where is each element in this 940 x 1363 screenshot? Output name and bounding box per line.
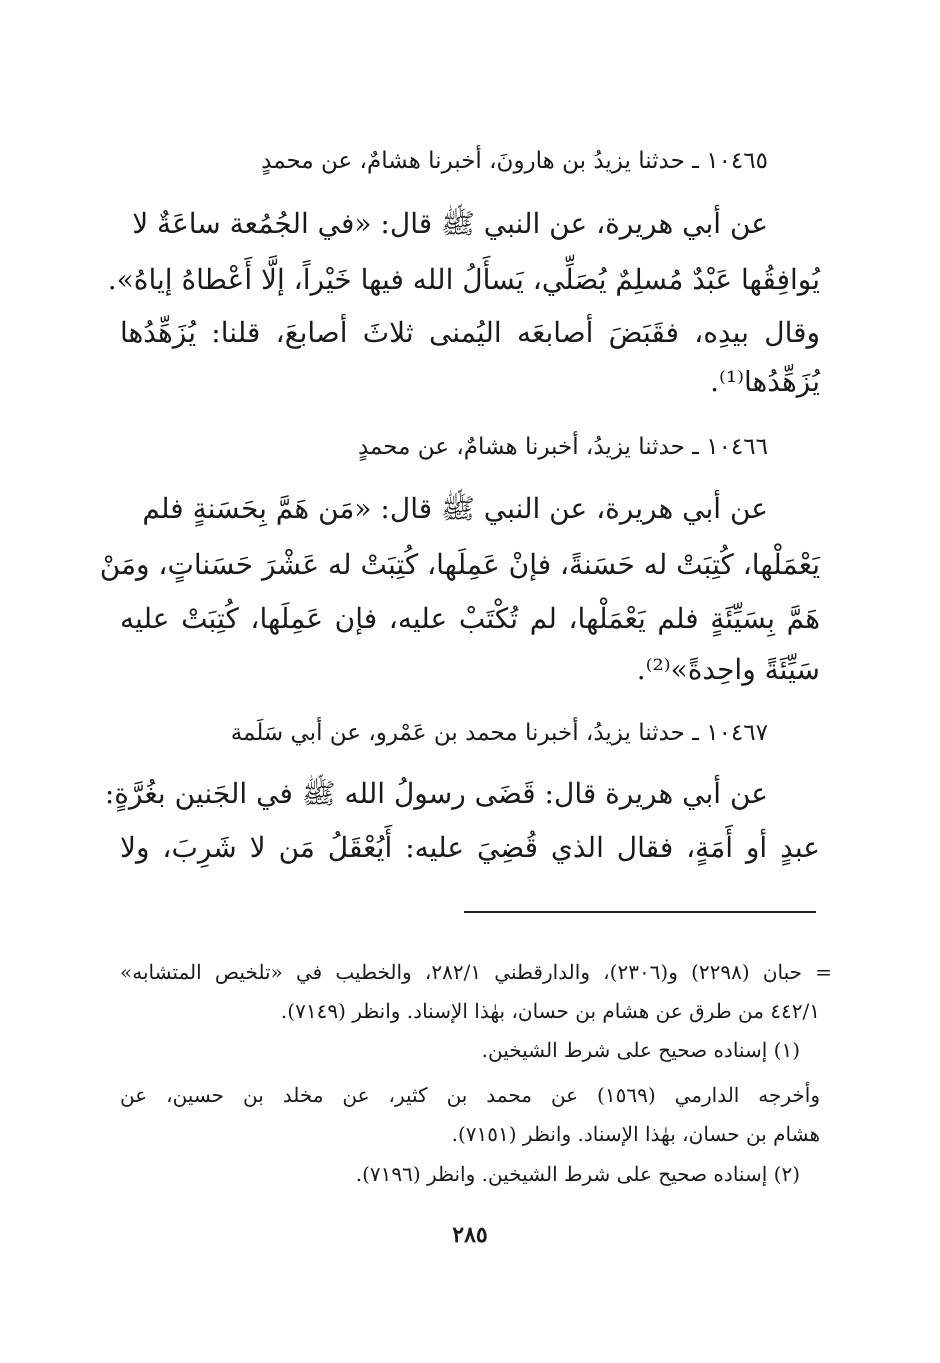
- footnote-line: وأخرجه الدارمي (١٥٦٩) عن محمد بن كثير، عن مخلد بن حسين، عن: [120, 1083, 820, 1107]
- hadith-chain: ١٠٤٦٥ ـ حدثنا يزيدُ بن هارونَ، أخبرنا هشامٌ، عن محمدٍ: [261, 148, 768, 174]
- hadith-text-line: يَعْمَلْها، كُتِبَتْ له حَسَنةً، فإنْ عَمِلَها، كُتِبَتْ له عَشْرَ حَسَناتٍ، ومَنْ: [99, 548, 820, 581]
- footnote-separator: [464, 911, 816, 913]
- hadith-text-line: هَمَّ بِسَيِّئَةٍ فلم يَعْمَلْها، لم تُكْتَبْ عليه، فإن عَمِلَها، كُتِبَتْ عليه: [120, 602, 820, 635]
- hadith-chain: ١٠٤٦٧ ـ حدثنا يزيدُ، أخبرنا محمد بن عَمْرو، عن أبي سَلَمة: [230, 720, 768, 746]
- footnote-line: هشام بن حسان، بهٰذا الإسناد. وانظر (٧١٥١).: [451, 1122, 820, 1146]
- page-number: ٢٨٥: [452, 1222, 488, 1248]
- hadith-chain: ١٠٤٦٦ ـ حدثنا يزيدُ، أخبرنا هشامٌ، عن محمدٍ: [357, 434, 768, 460]
- footnote-line: = حبان (٢٢٩٨) و(٢٣٠٦)، والدارقطني ٢٨٢/١، والخطيب في «تلخيص المتشابه»: [120, 960, 832, 984]
- hadith-text-line: عن أبي هريرة، عن النبي ﷺ قال: «مَن هَمَّ بِحَسَنةٍ فلم: [142, 492, 768, 525]
- hadith-text-line: عن أبي هريرة، عن النبي ﷺ قال: «في الجُمُعة ساعَةٌ لا: [132, 207, 768, 240]
- hadith-text-line: عبدٍ أو أَمَةٍ، فقال الذي قُضِيَ عليه: أَيُعْقَلُ مَن لا شَرِبَ، ولا: [120, 831, 820, 864]
- hadith-text-line: وقال بيدِه، فقَبَضَ أصابعَه اليُمنى ثلاثَ أصابعَ، قلنا: يُزَهِّدُها: [120, 316, 820, 349]
- footnote-line: (١) إسناده صحيح على شرط الشيخين.: [481, 1038, 800, 1062]
- hadith-text-line: سَيِّئَةً واحِدةً»⁽²⁾.: [636, 653, 820, 686]
- footnote-line: ٤٤٢/١ من طرق عن هشام بن حسان، بهٰذا الإسناد. وانظر (٧١٤٩).: [280, 999, 820, 1023]
- hadith-text-line: يُوافِقُها عَبْدٌ مُسلِمٌ يُصَلِّي، يَسأَلُ الله فيها خَيْراً، إلَّا أَعْطاهُ إياهُ».: [107, 263, 820, 296]
- footnote-line: (٢) إسناده صحيح على شرط الشيخين. وانظر (٧١٩٦).: [355, 1162, 800, 1186]
- hadith-text-line: يُزَهِّدُها⁽¹⁾.: [710, 365, 820, 398]
- hadith-text-line: عن أبي هريرة قال: قَضَى رسولُ الله ﷺ في الجَنين بغُرَّةٍ:: [104, 777, 768, 810]
